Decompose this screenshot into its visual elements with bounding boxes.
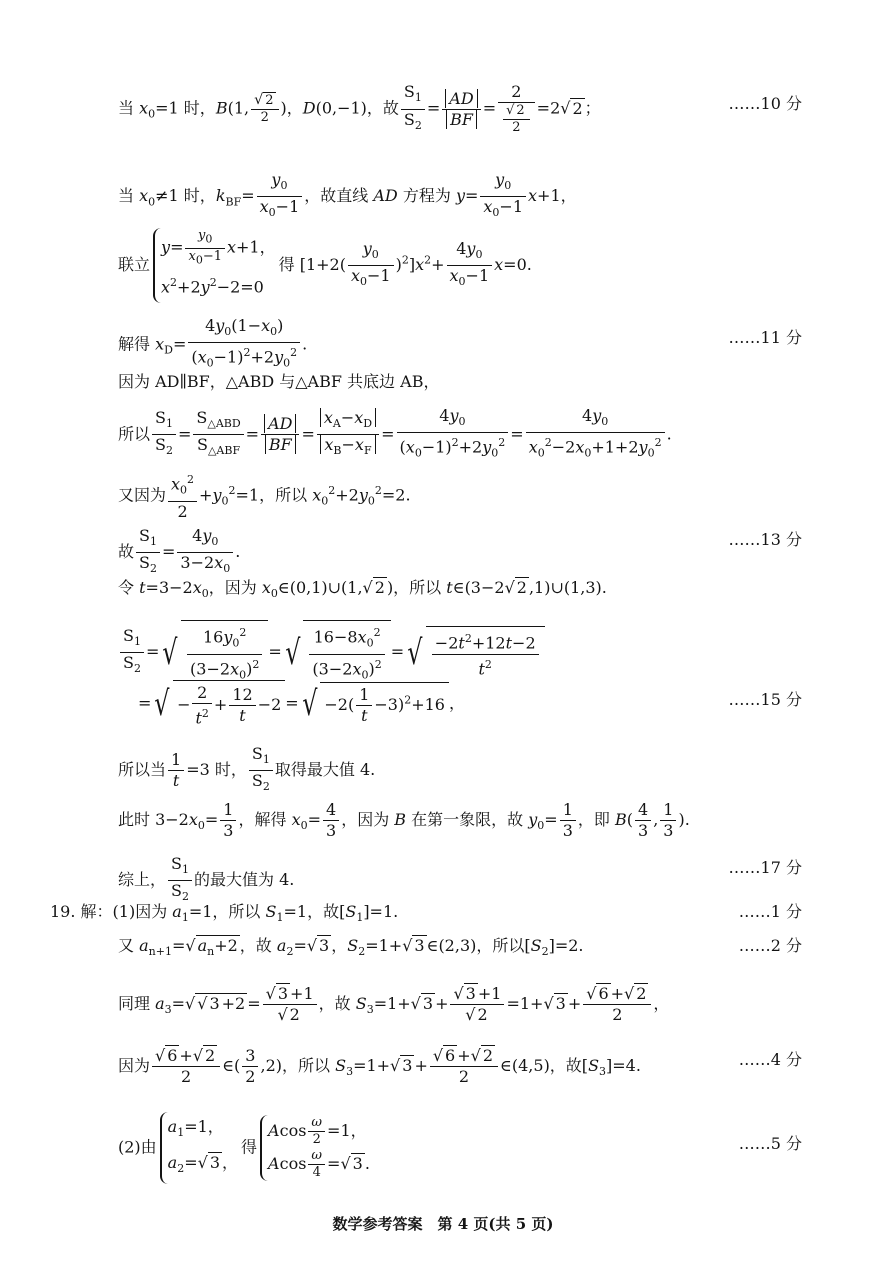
line-recurrence: 又 $a_{n+1}=√$ $a_n+2$ ，故 $a_2=√$ 3 ，$S_2=1+√$ 3 ∈(2,3)，所以$[S_2]=2$. <box>118 936 584 959</box>
score-4: ……4 分 <box>738 1050 802 1069</box>
line-area-ratio: 所以 $\frac{S_1}{S_2}$ = $\frac{S_{\triangle ABD}}{S_{\triangle ABF}}$ = $\frac{AD}{BF}$ = $\frac{x_A-x_D}{x_B-x_F}$ = $\frac{4y_0}{(x_0-1)^2+2y_0^2}$ = $\frac{4y_0}{x_0^2-2x_0+1+2y_0^2}$ . <box>118 406 672 460</box>
score-13: ……13 分 <box>728 530 802 549</box>
line-sqrt-expr: $\frac{S_1}{S_2}$ =√ $\frac{16y_0^2}{(3-2x_0)^2}$ =√ $\frac{16-8x_0^2}{(3-2x_0)^2}$ =√ $\frac{-2t^2+12t-2}{t^2}$ <box>118 620 545 685</box>
line-conclusion: 综上， $\frac{S_1}{S_2}$ 的最大值为 4. <box>118 854 295 904</box>
line-s3-range: 因为 $\frac{√ 6 +√ 2}{2}$ ∈( $\frac{3}{2}$ ,2)，所以 $S_3=1+√$ 3 + $\frac{√ 6 +√ 2}{2}$ ∈(4,5)，故$[S_3]=4$. <box>118 1046 641 1086</box>
score-5: ……5 分 <box>738 1134 802 1153</box>
score-2: ……2 分 <box>738 936 802 955</box>
line-simultaneous: 联立 y= $\frac{y_0}{x_0-1}$ x+1， $x^2+2y^2-2=0$ 得 [1+2( $\frac{y_0}{x_0-1}$ )$^2]x^2+$ $\frac{4y_0}{x_0-1}$ x=0. <box>118 228 532 303</box>
score-15: ……15 分 <box>728 690 802 709</box>
score-17: ……17 分 <box>728 858 802 877</box>
line-q19-part1: 19. 解：(1)因为 $a_1=1$，所以 $S_1=1$，故$[S_1]=1$. <box>50 902 399 925</box>
line-solve-xd: 解得 $x_D=$ $\frac{4y_0(1-x_0)}{(x_0-1)^2+2y_0^2}$ . <box>118 316 308 370</box>
score-11: ……11 分 <box>728 328 802 347</box>
line-ellipse: 又因为 $\frac{x_0^2}{2}$ $+y_0^2=1$，所以 $x_0^2+2y_0^2=2$. <box>118 470 411 522</box>
line-sqrt-simplified: =√ − $\frac{2}{t^2}$ + $\frac{12}{t}$ −2 =√ −2( $\frac{1}{t}$ −3)$^2$+16 ， <box>138 680 465 728</box>
page-footer: 数学参考答案 第 4 页(共 5 页) <box>332 1215 554 1233</box>
line-x0-equals-1: 当 $x_0=1$ 时，B(1, $\frac{√ 2}{2}$ )，D(0,−1)，故 $\frac{S_1}{S_2}$ = $\frac{AD}{BF}$ = $\frac{2}{\frac{√ 2}{2}}$ =2√ 2 ； <box>118 82 601 135</box>
line-point-b: 此时 $3-2x_0=$ $\frac{1}{3}$ ，解得 $x_0=$ $\frac{4}{3}$ ，因为 B 在第一象限，故 $y_0=$ $\frac{1}{3}$ ，即 B( $\frac{4}{3}$ , $\frac{1}{3}$ ). <box>118 800 690 840</box>
score-1: ……1 分 <box>738 902 802 921</box>
line-let-t: 令 $t=3-2x_0$，因为 $x_0\in(0,1)\cup(1,√$ 2 )，所以 t∈(3−2√ 2 ,1)∪(1,3). <box>118 578 607 601</box>
line-parallel: 因为 AD∥BF，△ABD 与△ABF 共底边 AB， <box>118 372 440 391</box>
line-max-when: 所以当 $\frac{1}{t}$ =3 时， $\frac{S_1}{S_2}$ 取得最大值 4. <box>118 744 376 794</box>
line-x0-not-1: 当 $x_0\ne 1$ 时，$k_{BF}=$ $\frac{y_0}{x_0-1}$ ，故直线 AD 方程为 y= $\frac{y_0}{x_0-1}$ x+1， <box>118 170 577 220</box>
line-a3: 同理 $a_3=√$ √ 3 +2 = $\frac{√ 3 +1}{√ 2}$ ，故 $S_3=1+√$ 3 + $\frac{√ 3 +1}{√ 2}$ =1+√ 3 + $\frac{√ 6 +√ 2}{2}$ ， <box>118 984 670 1024</box>
line-therefore: 故 $\frac{S_1}{S_2}$ = $\frac{4y_0}{3-2x_0}$ . <box>118 526 241 576</box>
line-q19-part2: (2)由 $a_1=1$， $a_2=√$ 3 ， 得 Acos $\frac{\omega}{2}$ =1， Acos $\frac{\omega}{4}$ =√ 3 . <box>118 1112 373 1184</box>
score-10: ……10 分 <box>728 94 802 113</box>
